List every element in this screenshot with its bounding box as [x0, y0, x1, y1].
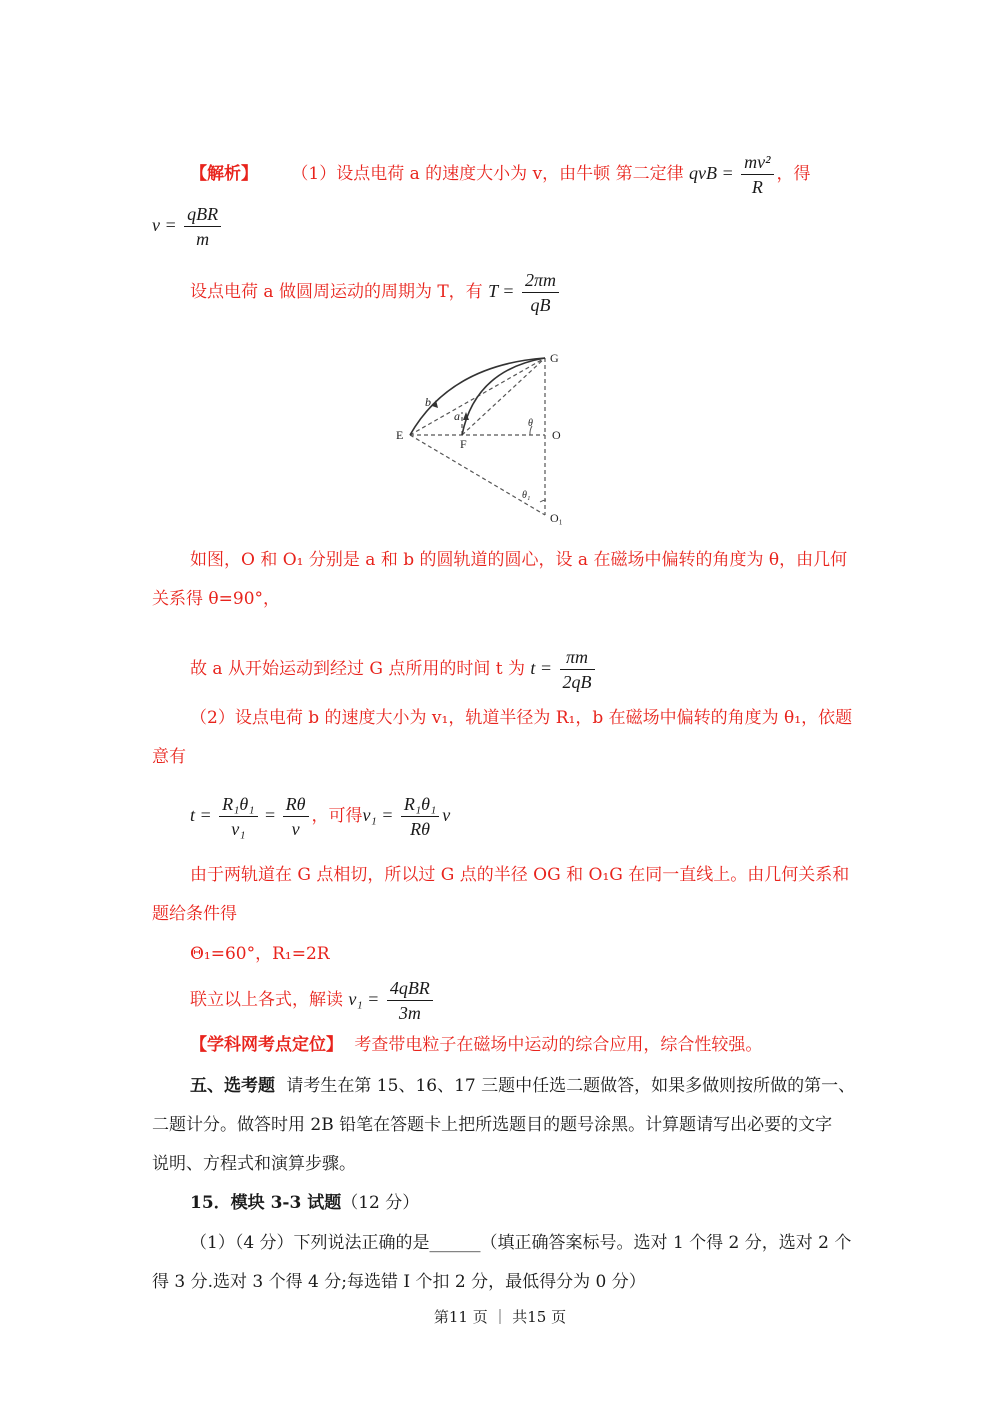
eq4-fraction: [560, 645, 595, 694]
eq5-f1-denominator: v₁: [231, 819, 246, 839]
analysis-tail-1: ，得: [776, 164, 811, 184]
result-theta1: Θ₁=60°，R₁=2R: [190, 944, 330, 964]
label-a: a: [454, 409, 460, 423]
q15-title: 15．模块 3-3 试题: [190, 1193, 342, 1213]
final-text: 联立以上各式，解读: [190, 990, 343, 1010]
eq5-f1-numerator: R₁θ₁: [219, 792, 257, 817]
eq1-numerator: mv²: [741, 150, 773, 175]
tangent-line-1: 由于两轨道在 G 点相切，所以过 G 点的半径 OG 和 O₁G 在同一直线上。由几何关系和: [190, 865, 850, 885]
geometry-line-1: 如图，O 和 O₁ 分别是 a 和 b 的圆轨道的圆心，设 a 在磁场中偏转的角度为 θ，由几何: [190, 550, 848, 570]
section5-line-3: 说明、方程式和演算步骤。: [152, 1154, 356, 1174]
q15-part1-line-1: （1）（4 分）下列说法正确的是______（填正确答案标号。选对 1 个得 2 分，选对 2 个: [190, 1233, 852, 1253]
part2-line-2: 意有: [152, 747, 186, 767]
tangent-line-2: 题给条件得: [152, 904, 237, 924]
eq3-denominator: qB: [530, 295, 551, 315]
eq6-left: v₁ =: [348, 989, 384, 1009]
eq5-f3-denominator: Rθ: [410, 819, 431, 839]
eq2-line: [152, 202, 224, 251]
eq3-fraction: [522, 268, 559, 317]
eq5-fraction-3: [401, 792, 439, 841]
label-O1: O₁: [550, 511, 563, 525]
section5-text-1: 请考生在第 15、16、17 三题中任选二题做答，如果多做则按所做的第一、: [286, 1076, 856, 1096]
eq2-fraction: [184, 202, 221, 251]
eq5-f2-numerator: Rθ: [283, 792, 309, 817]
analysis-text-1: （1）设点电荷 a 的速度大小为 v，由牛顿 第二定律: [291, 164, 684, 184]
page-footer: 第11 页 ｜ 共15 页: [433, 1308, 567, 1326]
eq3-left: T =: [488, 281, 519, 301]
q15-part1-line-2: 得 3 分.选对 3 个得 4 分;每选错 I 个扣 2 分，最低得分为 0 分）: [152, 1272, 646, 1292]
final-line: [190, 976, 436, 1025]
keypoint-tag: 【学科网考点定位】: [190, 1035, 343, 1055]
label-O: O: [552, 428, 561, 442]
eq1-left: qvB =: [688, 163, 739, 183]
analysis-line-1: [190, 150, 811, 199]
keypoint-line: [190, 1034, 762, 1056]
period-text: 设点电荷 a 做圆周运动的周期为 T，有: [190, 282, 483, 302]
section5-line-2: 二题计分。做答时用 2B 铅笔在答题卡上把所选题目的题号涂黑。计算题请写出必要的文字: [152, 1115, 833, 1135]
eq5-f2-denominator: v: [291, 819, 300, 839]
eq4-left: t =: [530, 658, 557, 678]
eq6-numerator: 4qBR: [387, 976, 433, 1001]
eq5-text: ，可得: [311, 806, 363, 826]
label-theta1: θ₁: [522, 490, 531, 501]
q15-score: （12 分）: [341, 1193, 420, 1213]
eq6-fraction: [387, 976, 433, 1025]
label-E: E: [396, 428, 404, 442]
geometry-line-2: 关系得 θ=90°，: [152, 589, 281, 609]
eq5-t: t =: [190, 805, 217, 825]
trajectory-figure: [390, 340, 580, 530]
eq1-fraction: [741, 150, 773, 199]
eq5-fraction-1: [219, 792, 257, 841]
label-F: F: [460, 437, 467, 451]
eq2-numerator: qBR: [184, 202, 221, 227]
eq4-denominator: 2qB: [562, 672, 592, 692]
q15-title-line: [190, 1192, 419, 1214]
eq4-numerator: πm: [560, 645, 595, 670]
eq5-equals: =: [260, 805, 280, 825]
label-G: G: [550, 351, 559, 365]
eq5-f3-numerator: R₁θ₁: [401, 792, 439, 817]
eq2-denominator: m: [196, 229, 210, 249]
eq2-left: v =: [152, 215, 182, 235]
time-text: 故 a 从开始运动到经过 G 点所用的时间 t 为: [190, 659, 525, 679]
period-line: [190, 268, 562, 317]
eq5-v1: v₁ =: [362, 805, 398, 825]
analysis-tag: 【解析】: [190, 164, 258, 184]
eq5-line: [190, 792, 450, 841]
eq1-denominator: R: [751, 177, 763, 197]
time-line: [190, 645, 598, 694]
keypoint-text: 考查带电粒子在磁场中运动的综合应用，综合性较强。: [354, 1035, 763, 1055]
eq3-numerator: 2πm: [522, 268, 559, 293]
section5-line-1: [190, 1075, 855, 1097]
eq5-v: v: [442, 805, 451, 825]
label-b: b: [425, 395, 431, 409]
eq6-denominator: 3m: [398, 1003, 421, 1023]
label-theta: θ: [528, 418, 533, 429]
section5-title: 五、选考题: [190, 1076, 275, 1096]
part2-line-1: （2）设点电荷 b 的速度大小为 v₁，轨道半径为 R₁，b 在磁场中偏转的角度为 θ₁，依题: [190, 708, 853, 728]
eq5-fraction-2: [283, 792, 309, 841]
